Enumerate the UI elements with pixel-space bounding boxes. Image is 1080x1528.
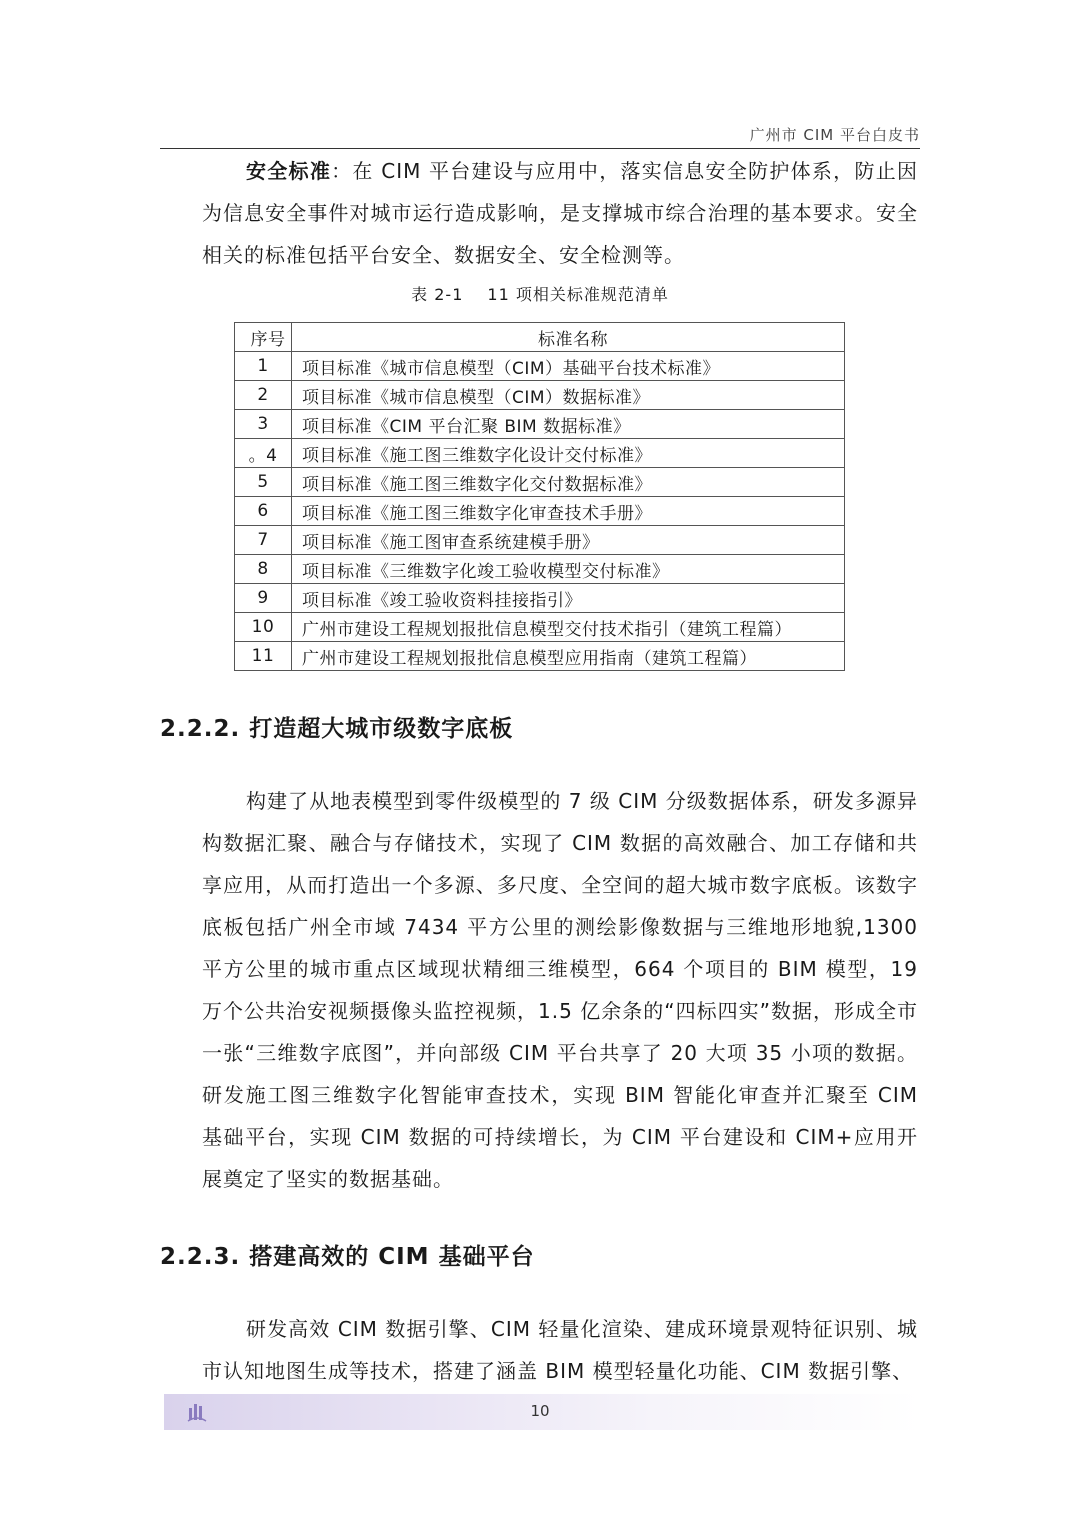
row-name: 项目标准《竣工验收资料挂接指引》	[292, 584, 845, 613]
row-no: 。4	[235, 439, 292, 468]
table-row	[235, 584, 845, 613]
row-name: 项目标准《CIM 平台汇聚 BIM 数据标准》	[292, 410, 845, 439]
table-row	[235, 497, 845, 526]
table-row	[235, 439, 845, 468]
table-row	[235, 526, 845, 555]
table-row	[235, 642, 845, 671]
running-header: 广州市 CIM 平台白皮书	[749, 126, 920, 144]
row-name: 项目标准《施工图三维数字化设计交付标准》	[292, 439, 845, 468]
row-no: 2	[235, 381, 292, 410]
row-no: 1	[235, 352, 292, 381]
table-caption-title: 11 项相关标准规范清单	[487, 285, 669, 304]
row-name: 项目标准《三维数字化竣工验收模型交付标准》	[292, 555, 845, 584]
security-standard-lead: 安全标准	[246, 159, 332, 183]
security-standard-paragraph	[202, 150, 918, 276]
table-row	[235, 381, 845, 410]
table-header-row	[235, 323, 845, 352]
table-row	[235, 410, 845, 439]
header-name: 标准名称	[292, 323, 845, 352]
table-row	[235, 352, 845, 381]
security-standard-text: ：在 CIM 平台建设与应用中，落实信息安全防护体系，防止因为信息安全事件对城市运行造成影响，是支撑城市综合治理的基本要求。安全相关的标准包括平台安全、数据安全、安全检测等。	[202, 159, 918, 267]
header-divider	[160, 148, 920, 149]
table-row	[235, 468, 845, 497]
row-no: 7	[235, 526, 292, 555]
row-no: 9	[235, 584, 292, 613]
row-no: 8	[235, 555, 292, 584]
page-number: 10	[530, 1402, 550, 1420]
row-no: 11	[235, 642, 292, 671]
table-row	[235, 613, 845, 642]
row-name: 项目标准《城市信息模型（CIM）基础平台技术标准》	[292, 352, 845, 381]
row-name: 广州市建设工程规划报批信息模型交付技术指引（建筑工程篇）	[292, 613, 845, 642]
row-name: 广州市建设工程规划报批信息模型应用指南（建筑工程篇）	[292, 642, 845, 671]
row-name: 项目标准《城市信息模型（CIM）数据标准》	[292, 381, 845, 410]
section-heading-2-2-3: 2.2.3. 搭建高效的 CIM 基础平台	[160, 1244, 535, 1270]
row-no: 3	[235, 410, 292, 439]
section-heading-2-2-2: 2.2.2. 打造超大城市级数字底板	[160, 716, 514, 742]
row-name: 项目标准《施工图审查系统建模手册》	[292, 526, 845, 555]
table-caption-label: 表 2-1	[411, 285, 464, 304]
header-no: 序号	[235, 323, 292, 352]
row-no: 5	[235, 468, 292, 497]
row-no: 10	[235, 613, 292, 642]
row-name: 项目标准《施工图三维数字化交付数据标准》	[292, 468, 845, 497]
table-row	[235, 555, 845, 584]
row-no: 6	[235, 497, 292, 526]
section-2-2-2-body: 构建了从地表模型到零件级模型的 7 级 CIM 分级数据体系，研发多源异构数据汇聚、融合与存储技术，实现了 CIM 数据的高效融合、加工存储和共享应用，从而打造出一个多源、多尺度、全空间的超大城市数字底板。该数字底板包括广州全市域 7434 平方公里的测绘影像数据与三维地形地貌,1300 平方公里的城市重点区域现状精细三维模型，664 个项目的 BIM 模型，19 万个公共治安视频摄像头监控视频，1.5 亿余条的“四标四实”数据，形成全市一张“三维数字底图”，并向部级 CIM 平台共享了 20 大项 35 小项的数据。研发施工图三维数字化智能审查技术，实现 BIM 智能化审查并汇聚至 CIM 基础平台，实现 CIM 数据的可持续增长，为 CIM 平台建设和 CIM+应用开展奠定了坚实的数据基础。	[202, 789, 918, 1191]
table-caption	[0, 282, 1080, 305]
standards-table	[234, 322, 845, 671]
section-2-2-3-body: 研发高效 CIM 数据引擎、CIM 轻量化渲染、建成环境景观特征识别、城市认知地图生成等技术，搭建了涵盖 BIM 模型轻量化功能、CIM 数据引擎、	[202, 1317, 918, 1383]
row-name: 项目标准《施工图三维数字化审查技术手册》	[292, 497, 845, 526]
